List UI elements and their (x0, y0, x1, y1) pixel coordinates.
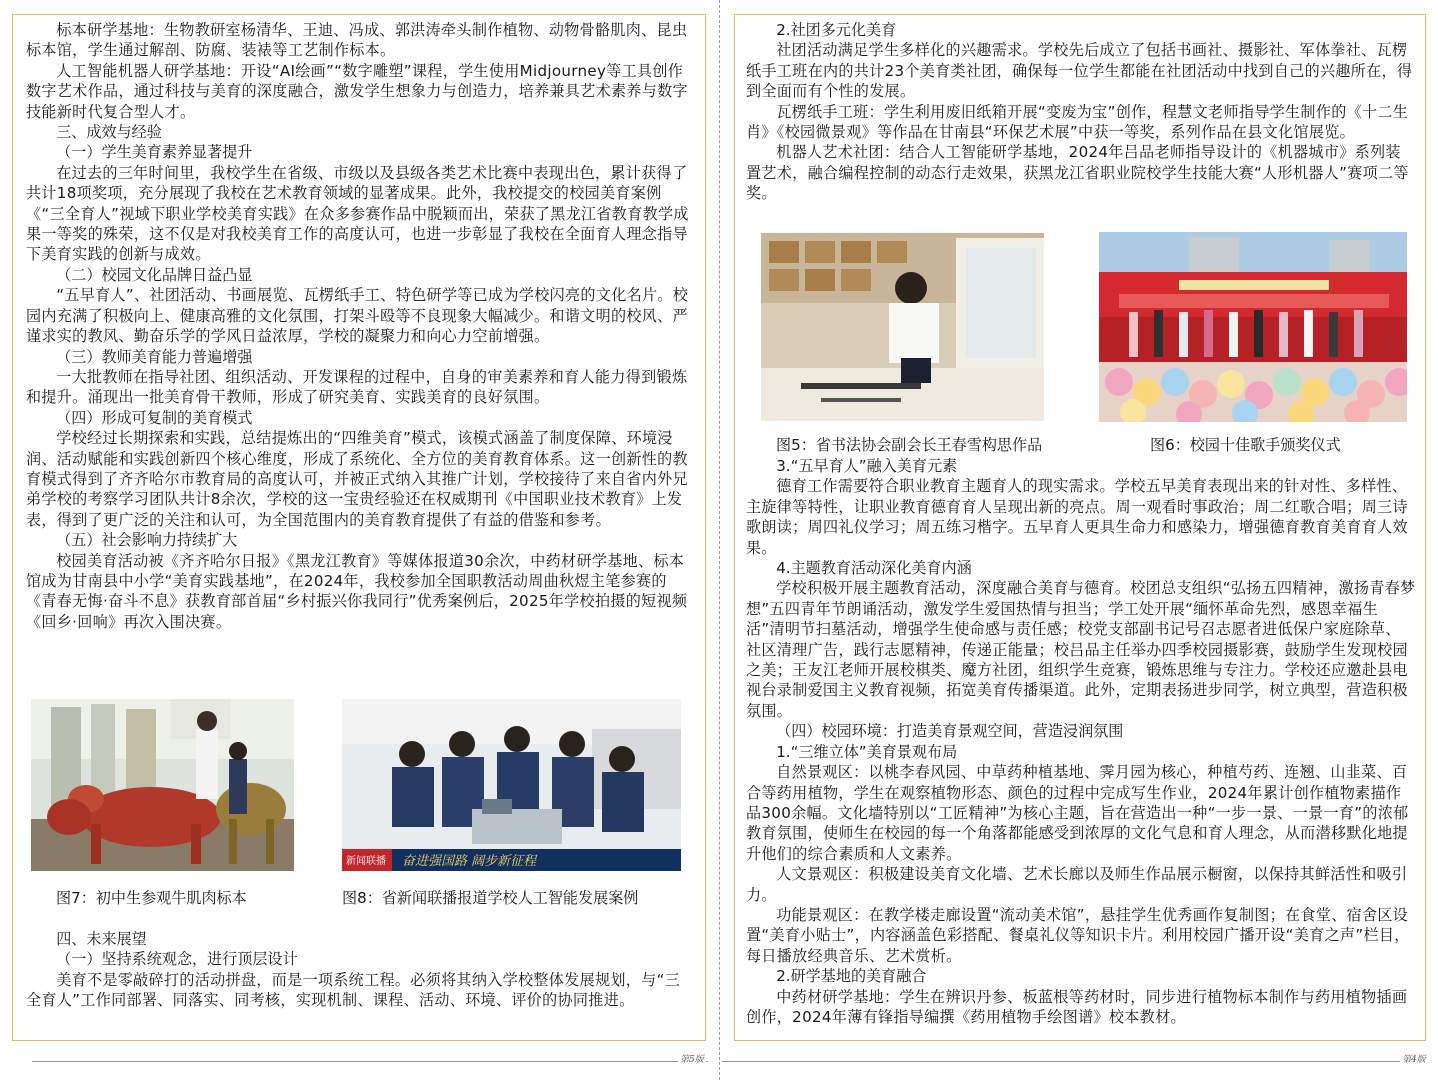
section-heading-results: 三、成效与经验 (56, 123, 162, 142)
paragraph-specimen-base: 标本研学基地：生物教研室杨清华、王迪、冯成、郭洪涛牵头制作植物、动物骨骼肌肉、昆虫标本馆，学生通过解剖、防腐、装裱等工艺制作标本。 (26, 21, 688, 60)
figure-6-caption: 图6：校园十佳歌手颁奖仪式 (1150, 436, 1341, 454)
paragraph-robot-club: 机器人艺术社团：结合人工智能研学基地，2024年吕品老师指导设计的《机器城市》系列装置艺术，融合编程控制的动态行走效果，获黑龙江省职业院校学生技能大赛“人形机器人”赛项二等奖。 (746, 143, 1409, 203)
paragraph-replicable-model: 学校经过长期探索和实践，总结提炼出的“四维美育”模式，该模式涵盖了制度保障、环境浸润、活动赋能和实践创新四个核心维度，形成了系统化、全方位的美育教育体系。这一创新性的教育模式得到了齐齐哈尔市教育局的高度认可，并被正式纳入其推广计划，学校接待了来自省内外兄弟学校的考察学习团队共计8余次，学校的这一宝贵经验还在权威期刊《中国职业技术教育》上发表，得到了更广泛的关注和认可，为全国范围内的美育教育提供了有益的借鉴和参考。 (26, 429, 688, 529)
right-top-text (746, 20, 1416, 204)
paragraph-clubs: 社团活动满足学生多样化的兴趣需求。学校先后成立了包括书画社、摄影社、军体拳社、瓦楞纸手工班在内的共计23个美育类社团，确保每一位学生都能在社团活动中找到自己的兴趣所在，得到全面而有个性的发展。 (746, 41, 1413, 101)
subheading-campus-environment: （四）校园环境：打造美育景观空间，营造浸润氛围 (776, 722, 1124, 741)
paragraph-social-influence: 校园美育活动被《齐齐哈尔日报》《黑龙江教育》等媒体报道30余次，中药材研学基地、标本馆成为甘南县中小学“美育实践基地”，在2024年，我校参加全国职教活动周曲秋煜主笔参赛的《青春无悔·奋斗不息》获教育部首届“乡村振兴你我同行”优秀案例后，2025年学校拍摄的短视频《回乡·回响》再次入围决赛。 (26, 551, 688, 631)
paragraph-humanistic-landscape: 人文景观区：积极建设美育文化墙、艺术长廊以及师生作品展示橱窗，以保持其鲜活性和吸引力。 (746, 865, 1408, 904)
paragraph-five-morning: 德育工作需要符合职业教育主题育人的现实需求。学校五早美育表现出来的针对性、多样性、主旋律等特性，让职业教育德育育人呈现出新的亮点。周一观看时事政治；周二红歌合唱；周三诗歌朗读；周四礼仪学习；周五练习楷字。五早育人更具生命力和感染力，增强德育教育美育育人效果。 (746, 477, 1408, 557)
paragraph-system-design: 美育不是零敲碎打的活动拼盘，而是一项系统工程。必须将其纳入学校整体发展规划，与“三全育人”工作同部署、同落实、同考核，实现机制、课程、活动、环境、评价的协同推进。 (26, 970, 681, 1010)
center-divider (719, 0, 720, 1080)
left-top-text (26, 20, 694, 632)
paragraph-functional-landscape: 功能景观区：在教学楼走廊设置“流动美术馆”，悬挂学生优秀画作复制图；在食堂、宿舍区设置“美育小贴士”，内容涵盖色彩搭配、餐桌礼仪等知识卡片。利用校园广播开设“美育之声”栏目，每日播放经典音乐、艺术赏析。 (746, 905, 1410, 965)
paragraph-natural-landscape: 自然景观区：以桃李春风园、中草药种植基地、霁月园为核心，种植芍药、连翘、山韭菜、百合等药用植物，学生在观察植物形态、颜色的过程中完成写生作业，2024年累计创作植物素描作品300余幅。文化墙特别以“工匠精神”为核心主题，旨在营造出一种“一步一景、一景一育”的浓郁教育氛围，使师生在校园的每一个角落都能感受到浓厚的文化气息和育人理念，从而潜移默化地提升他们的综合素质和人文素养。 (746, 763, 1409, 863)
subheading-system-design: （一）坚持系统观念，进行顶层设计 (56, 950, 298, 969)
subheading-teacher-ability: （三）教师美育能力普遍增强 (56, 347, 253, 366)
section-heading-outlook: 四、未来展望 (56, 930, 147, 948)
subheading-student-literacy: （一）学生美育素养显著提升 (56, 143, 253, 162)
subheading-five-morning: 3.“五早育人”融入美育元素 (776, 457, 958, 475)
paragraph-cardboard-class: 瓦楞纸手工班：学生利用废旧纸箱开展“变废为宝”创作，程慧文老师指导学生制作的《十二生肖》《校园微景观》等作品在甘南县“环保艺术展”中获一等奖，系列作品在县文化馆展览。 (746, 102, 1409, 142)
paragraph-herb-base: 中药材研学基地：学生在辨识丹参、板蓝根等药材时，同步进行植物标本制作与药用植物插画创作，2024年薄有锋指导编撰《药用植物手绘图谱》校本教材。 (746, 987, 1408, 1026)
subheading-research-base: 2.研学基地的美育融合 (776, 967, 927, 986)
subheading-club-aesthetic: 2.社团多元化美育 (776, 21, 897, 39)
figure-5-caption: 图5：省书法协会副会长王春雪构思作品 (776, 436, 1043, 454)
page-number-left: 第5版 (678, 1052, 706, 1065)
figure-5-photo (761, 233, 1044, 421)
paragraph-culture-brand: “五早育人”、社团活动、书画展览、瓦楞纸手工、特色研学等已成为学校闪亮的文化名片。校园内充满了积极向上、健康高雅的文化氛围，打架斗殴等不良现象大幅减少。和谐文明的校风、严谨求实的教风、勤奋乐学的学风日益浓厚，学校的凝聚力和向心力空前增强。 (26, 286, 689, 346)
subheading-culture-brand: （二）校园文化品牌日益凸显 (56, 265, 253, 284)
subheading-theme-education: 4.主题教育活动深化美育内涵 (776, 559, 972, 578)
footer-line-right (722, 1061, 1426, 1062)
figure-8-photo (342, 699, 681, 871)
subheading-3d-layout: 1.“三维立体”美育景观布局 (776, 742, 958, 761)
footer-line-left (32, 1061, 708, 1062)
paragraph-ai-base: 人工智能机器人研学基地：开设“AI绘画”“数字雕塑”课程，学生使用Midjourney等工具创作数字艺术作品，通过科技与美育的深度融合，激发学生想象力与创造力，培养兼具艺术素养与数字技能新时代复合型人才。 (26, 61, 688, 121)
subheading-social-influence: （五）社会影响力持续扩大 (56, 531, 238, 550)
figure-6-photo (1099, 232, 1407, 422)
paragraph-student-awards: 在过去的三年时间里，我校学生在省级、市级以及县级各类艺术比赛中表现出色，累计获得了共计18项奖项，充分展现了我校在艺术教育领域的显著成果。此外，我校提交的校园美育案例《“三全育人”视域下职业学校美育实践》在众多参赛作品中脱颖而出，荣获了黑龙江省教育教学成果一等奖的殊荣，这不仅是对我校美育工作的高度认可，也进一步彰显了我校在全面育人理念指导下美育实践的创新与成效。 (26, 163, 689, 264)
figure-7-caption: 图7：初中生参观牛肌肉标本 (56, 889, 247, 907)
subheading-replicable-model: （四）形成可复制的美育模式 (56, 408, 253, 427)
paragraph-teacher-ability: 一大批教师在指导社团、组织活动、开发课程的过程中，自身的审美素养和育人能力得到锻炼和提升。涌现出一批美育骨干教师，形成了研究美育、实践美育的良好氛围。 (26, 367, 688, 407)
right-bottom-text (746, 456, 1416, 1027)
paragraph-theme-education: 学校积极开展主题教育活动，深度融合美育与德育。校团总支组织“弘扬五四精神，激扬青春梦想”五四青年节朗诵活动，激发学生爱国热情与担当；学工处开展“缅怀革命先烈，感恩幸福生活”清明节扫墓活动，增强学生使命感与责任感；校党支部副书记号召志愿者进低保户家庭除草、社区清理广告，践行志愿精神，传递正能量；校吕品主任举办四季校园摄影赛，鼓励学生发现校园之美；王友江老师开展校棋类、魔方社团，组织学生竞赛，锻炼思维与专注力。学校还应邀赴县电视台录制爱国主义教育视频，拓宽美育传播渠道。此外，定期表扬进步同学，树立典型，营造积极氛围。 (746, 579, 1416, 720)
left-bottom-text (26, 929, 694, 1011)
figure-8-caption: 图8：省新闻联播报道学校人工智能发展案例 (342, 889, 639, 907)
page-number-right: 第4版 (1400, 1052, 1428, 1065)
news-banner-text: 奋进强国路 阔步新征程 (402, 854, 537, 869)
figure-7-photo (31, 699, 294, 871)
news-logo-text: 新闻联播 (346, 856, 386, 867)
